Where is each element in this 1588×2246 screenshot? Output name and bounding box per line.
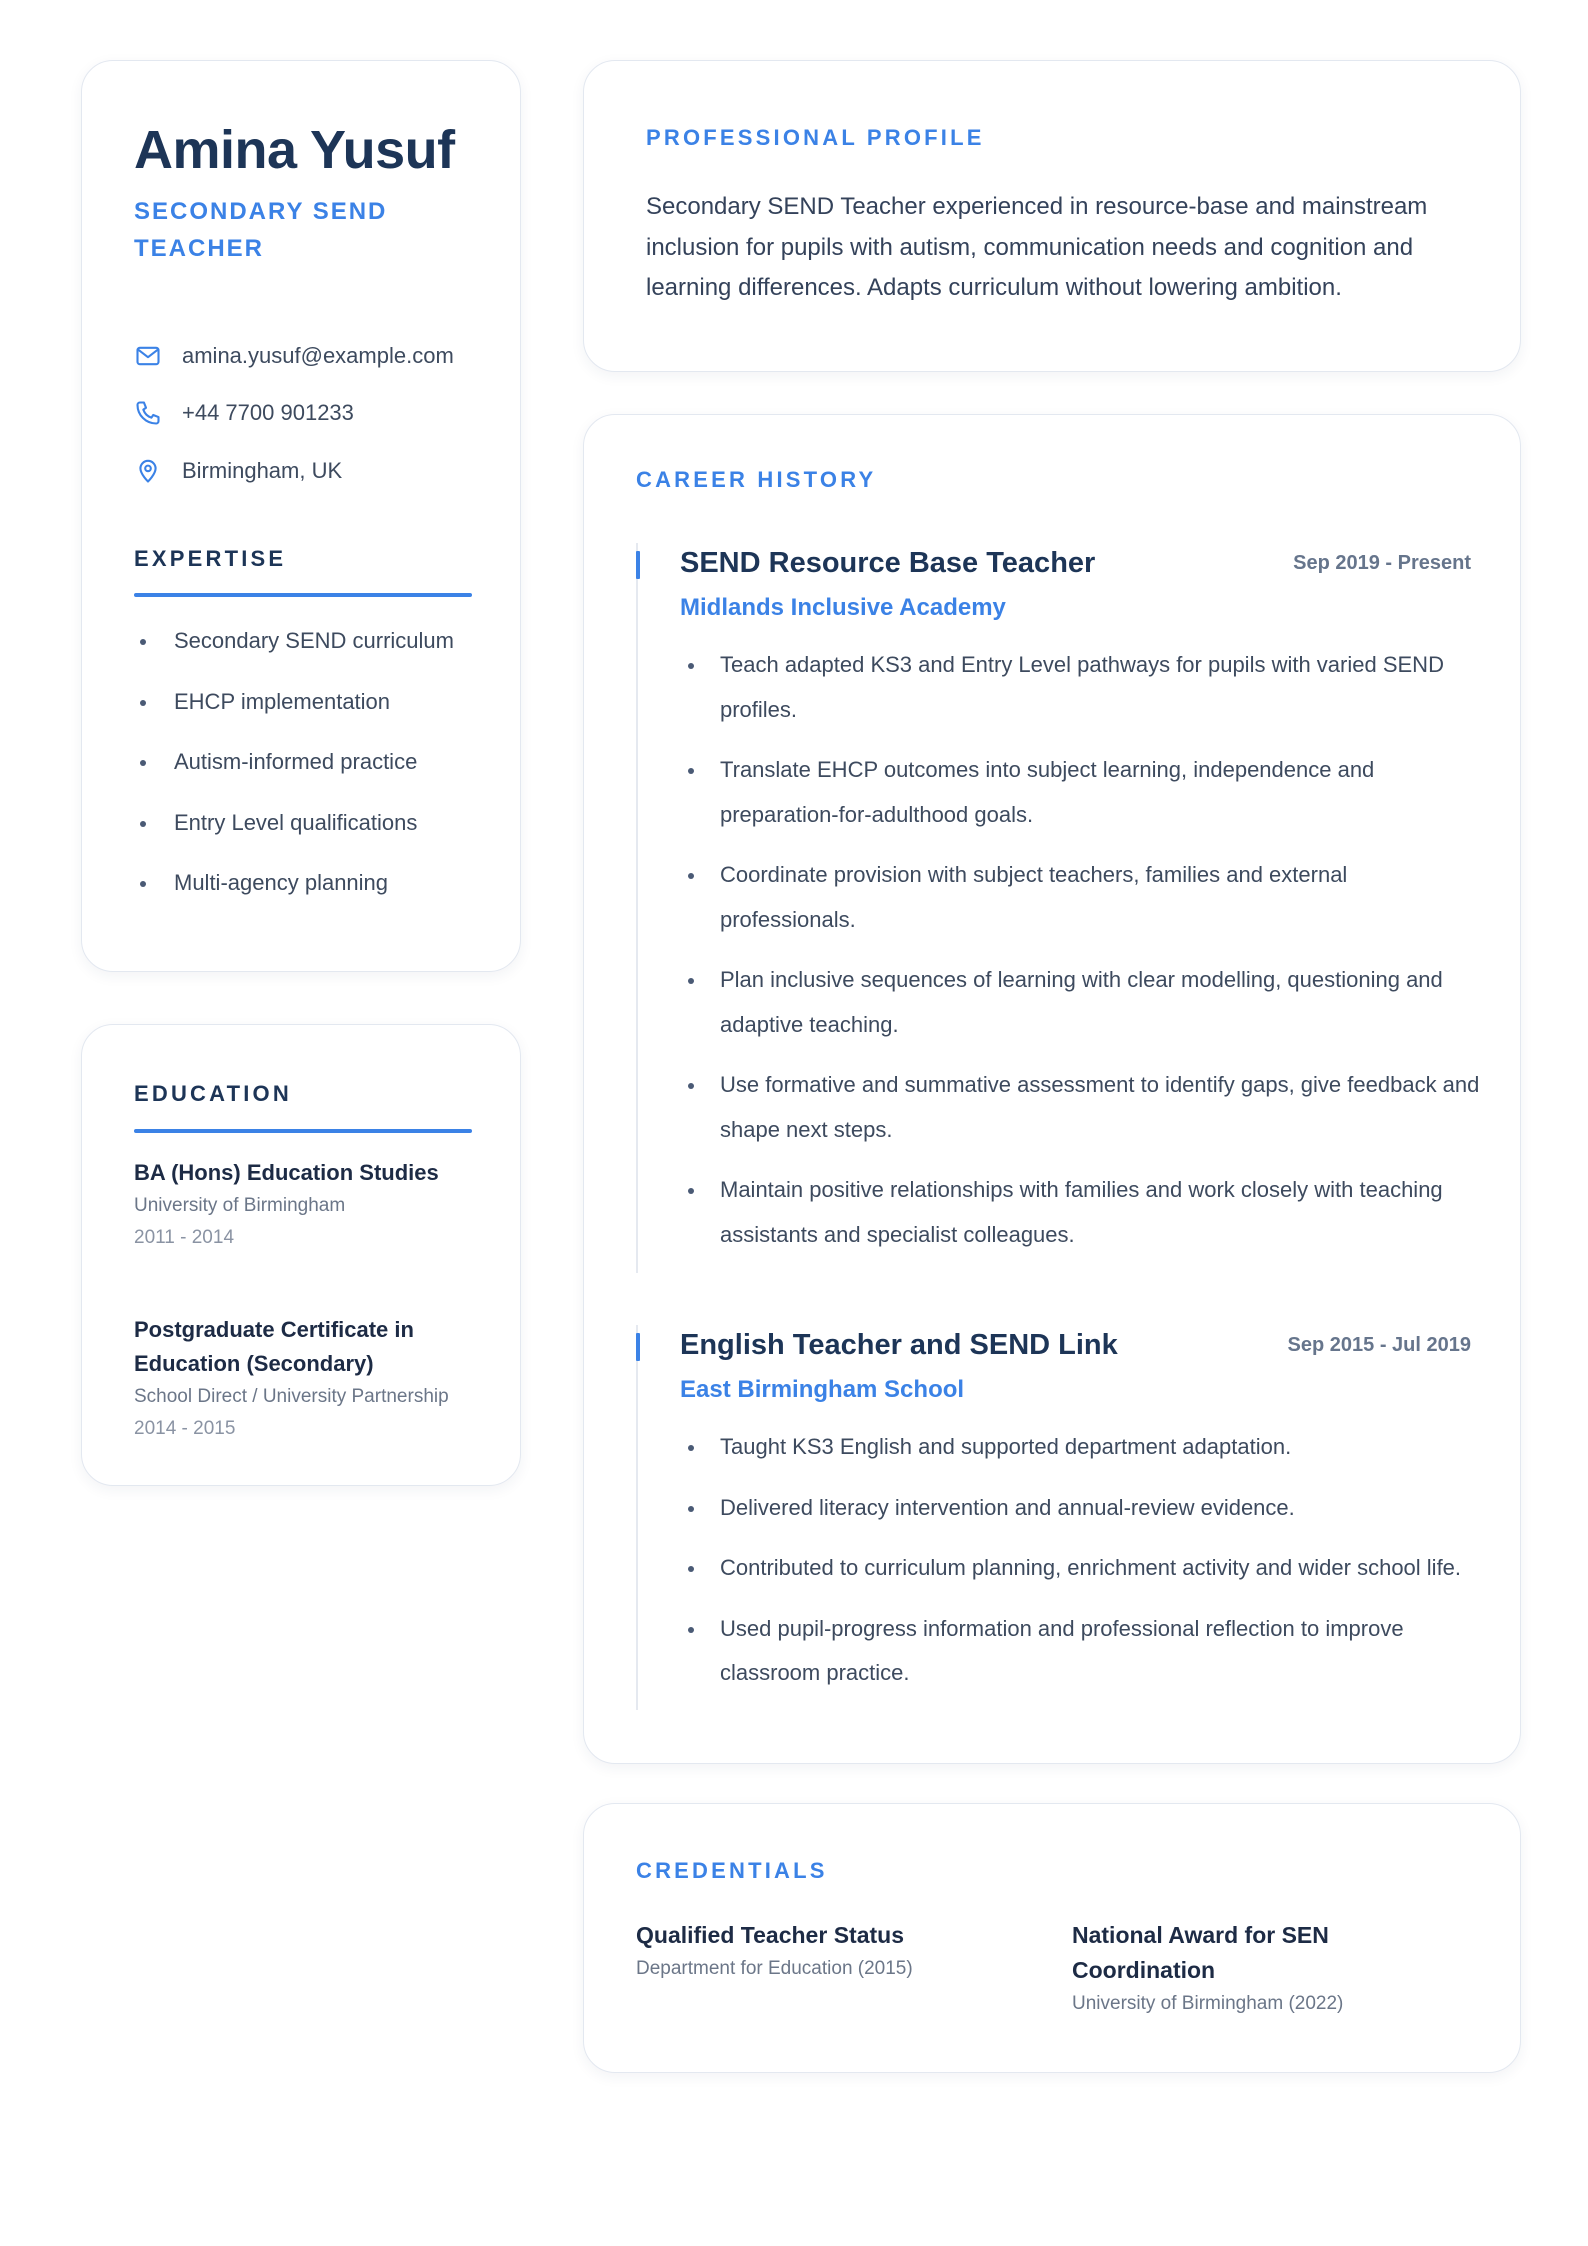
job-timeline-line (636, 543, 638, 1273)
credentials-heading: CREDENTIALS (636, 1858, 828, 1883)
list-item: Maintain positive relationships with families and work closely with teaching assistants and specialist colleagues. (680, 1168, 1480, 1257)
credential-item (636, 1918, 956, 1985)
career-card (583, 414, 1521, 1764)
profile-heading: PROFESSIONAL PROFILE (646, 125, 985, 150)
education-heading: EDUCATION (134, 1081, 292, 1106)
profile-summary: Secondary SEND Teacher experienced in resource-base and mainstream inclusion for pupils with autism, communication needs and cognition and learning differences. Adapts curriculum without lowering ambition. (646, 193, 1428, 301)
job-bullets (680, 1425, 1480, 1712)
education-degree: BA (Hons) Education Studies (134, 1160, 439, 1185)
credential-item (1072, 1918, 1402, 2020)
expertise-heading: EXPERTISE (134, 546, 287, 571)
credential-issuer: Department for Education (2015) (636, 1958, 913, 1979)
contact-location-text: Birmingham, UK (182, 458, 343, 483)
job-entry (636, 543, 1480, 1273)
list-item: Coordinate provision with subject teachers, families and external professionals. (680, 853, 1480, 942)
list-item: Delivered literacy intervention and annual-review evidence. (680, 1486, 1480, 1531)
job-dates: Sep 2019 - Present (1293, 552, 1471, 574)
job-title: SEND Resource Base Teacher (680, 547, 1096, 579)
education-years: 2014 - 2015 (134, 1418, 236, 1439)
list-item: Autism-informed practice (134, 747, 454, 808)
education-item (134, 1313, 469, 1445)
education-years: 2011 - 2014 (134, 1227, 235, 1248)
contact-phone[interactable] (134, 398, 354, 428)
list-item: Plan inclusive sequences of learning with clear modelling, questioning and adaptive teaching. (680, 958, 1480, 1047)
job-timeline-marker (636, 551, 640, 579)
list-item: EHCP implementation (134, 687, 454, 748)
list-item: Entry Level qualifications (134, 808, 454, 869)
list-item: Translate EHCP outcomes into subject learning, independence and preparation-for-adulthood goals. (680, 748, 1480, 837)
expertise-list (134, 626, 454, 929)
expertise-rule (134, 593, 472, 597)
contact-phone-text: +44 7700 901233 (182, 400, 354, 425)
location-pin-icon (134, 457, 162, 485)
list-item: Secondary SEND curriculum (134, 626, 454, 687)
contact-location (134, 456, 342, 486)
education-school: School Direct / University Partnership (134, 1386, 449, 1407)
job-entry (636, 1325, 1471, 1710)
mail-icon (134, 342, 162, 370)
list-item: Multi-agency planning (134, 868, 454, 929)
education-rule (134, 1129, 472, 1133)
contact-email[interactable] (134, 341, 454, 371)
job-timeline-marker (636, 1333, 640, 1361)
job-company: Midlands Inclusive Academy (680, 594, 1006, 621)
education-item (134, 1156, 484, 1254)
job-dates: Sep 2015 - Jul 2019 (1287, 1334, 1471, 1356)
phone-icon (134, 399, 162, 427)
credential-name: Qualified Teacher Status (636, 1922, 904, 1948)
profile-card (583, 60, 1521, 372)
credential-name: National Award for SEN Coordination (1072, 1922, 1329, 1983)
education-degree: Postgraduate Certificate in Education (Secondary) (134, 1317, 414, 1376)
identity-card (81, 60, 521, 972)
job-company: East Birmingham School (680, 1376, 965, 1403)
job-timeline-line (636, 1325, 638, 1710)
education-school: University of Birmingham (134, 1195, 346, 1216)
credential-issuer: University of Birmingham (2022) (1072, 1993, 1344, 2014)
list-item: Taught KS3 English and supported department adaptation. (680, 1425, 1480, 1470)
list-item: Used pupil-progress information and professional reflection to improve classroom practice. (680, 1607, 1480, 1696)
education-card (81, 1024, 521, 1486)
list-item: Use formative and summative assessment to identify gaps, give feedback and shape next steps. (680, 1063, 1480, 1152)
list-item: Contributed to curriculum planning, enrichment activity and wider school life. (680, 1546, 1480, 1591)
job-title: English Teacher and SEND Link (680, 1329, 1118, 1361)
career-heading: CAREER HISTORY (636, 467, 877, 492)
job-bullets (680, 643, 1480, 1273)
candidate-name: Amina Yusuf (134, 120, 455, 180)
list-item: Teach adapted KS3 and Entry Level pathways for pupils with varied SEND profiles. (680, 643, 1480, 732)
credentials-card (583, 1803, 1521, 2073)
candidate-role: SECONDARY SEND TEACHER (134, 198, 388, 262)
contact-email-text: amina.yusuf@example.com (182, 343, 454, 368)
